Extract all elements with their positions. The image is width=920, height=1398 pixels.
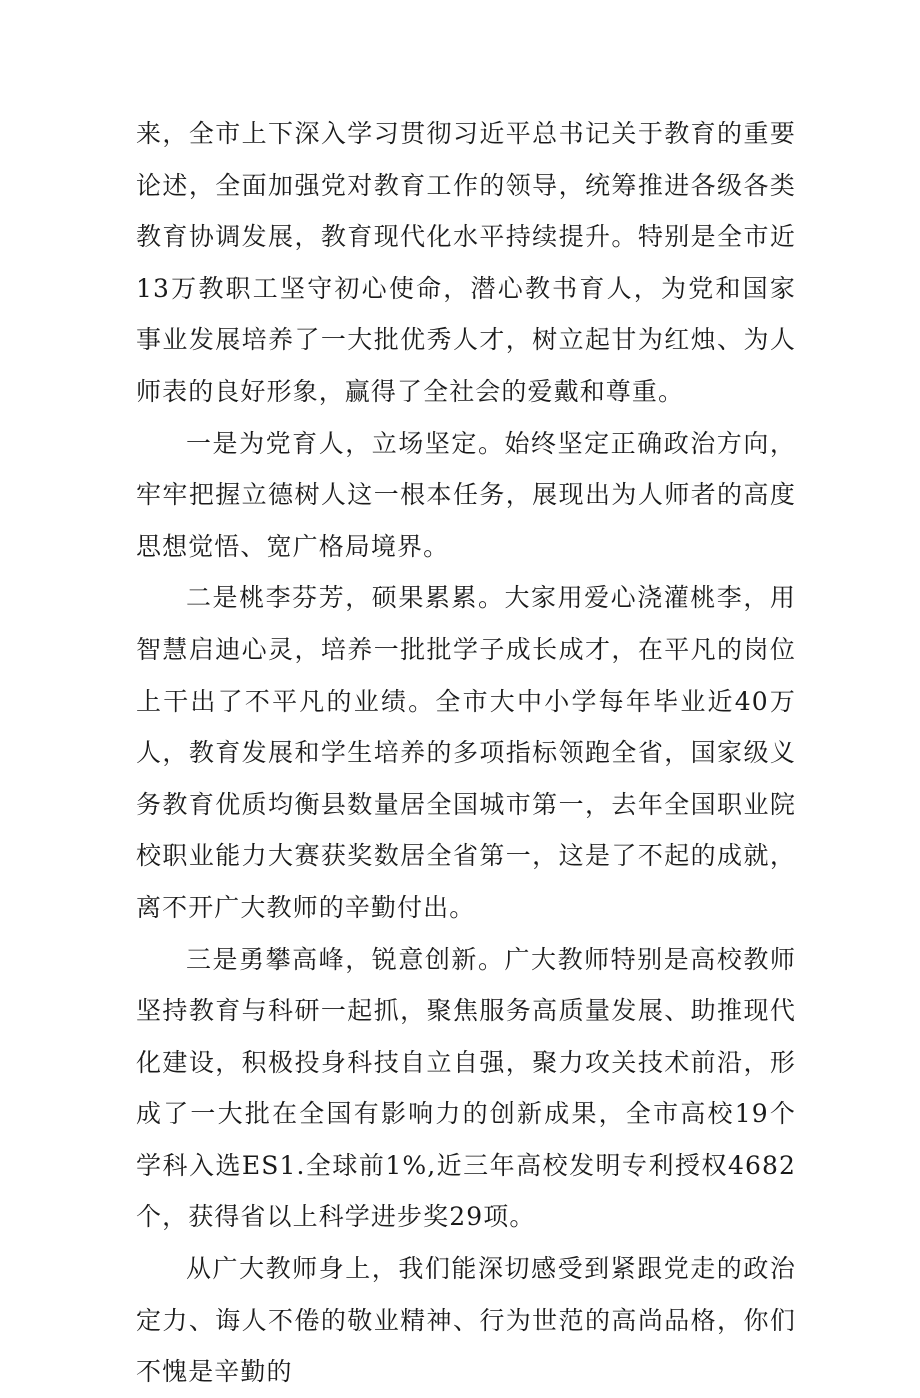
- paragraph-point-three: 三是勇攀高峰，锐意创新。广大教师特别是高校教师坚持教育与科研一起抓，聚焦服务高质量发展、助推现代化建设，积极投身科技自立自强，聚力攻关技术前沿，形成了一大批在全国有影响力的创新成果，全市高校19个学科入选ES1.全球前1%,近三年高校发明专利授权4682个，获得省以上科学进步奖29项。: [136, 944, 796, 1232]
- paragraph-intro: 来，全市上下深入学习贯彻习近平总书记关于教育的重要论述，全面加强党对教育工作的领导，统筹推进各级各类教育协调发展，教育现代化水平持续提升。特别是全市近13万教职工坚守初心使命，潜心教书育人，为党和国家事业发展培养了一大批优秀人才，树立起甘为红烛、为人师表的良好形象，赢得了全社会的爱戴和尊重。: [136, 119, 796, 406]
- paragraph-point-two: 二是桃李芬芳，硕果累累。大家用爱心浇灌桃李，用智慧启迪心灵，培养一批批学子成长成才，在平凡的岗位上干出了不平凡的业绩。全市大中小学每年毕业近40万人，教育发展和学生培养的多项指标领跑全省，国家级义务教育优质均衡县数量居全国城市第一，去年全国职业院校职业能力大赛获奖数居全省第一，这是了不起的成就，离不开广大教师的辛勤付出。: [136, 583, 796, 922]
- document-body: [136, 108, 796, 1398]
- paragraph-point-one: 一是为党育人，立场坚定。始终坚定正确政治方向，牢牢把握立德树人这一根本任务，展现出为人师者的高度思想觉悟、宽广格局境界。: [136, 428, 796, 561]
- paragraph-closing: 从广大教师身上，我们能深切感受到紧跟党走的政治定力、诲人不倦的敬业精神、行为世范的高尚品格，你们不愧是辛勤的: [136, 1254, 796, 1387]
